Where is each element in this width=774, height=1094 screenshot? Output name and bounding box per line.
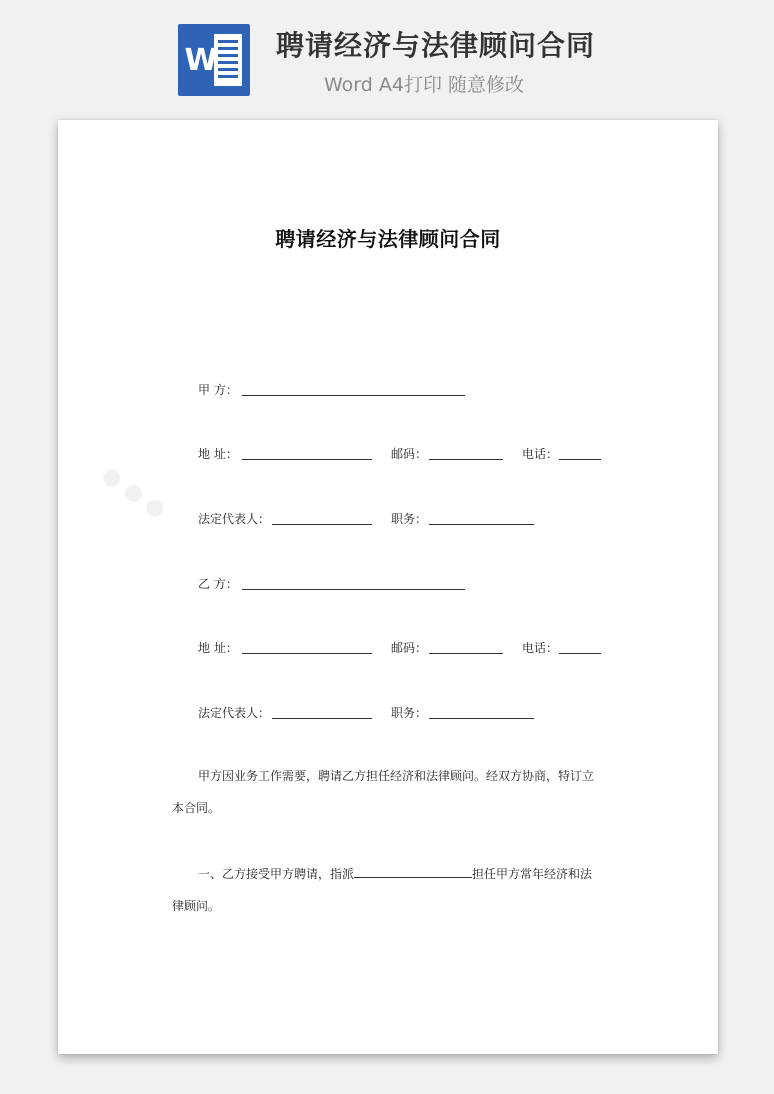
party-a-address-label: 地 址： <box>198 447 238 461</box>
word-icon-sheet <box>214 34 242 86</box>
party-b-phone-label: 电话： <box>522 641 559 655</box>
document-page <box>58 120 718 1054</box>
party-b-rep-label: 法定代表人： <box>198 706 271 720</box>
party-b-phone-blank[interactable] <box>559 653 601 654</box>
paragraph-clause-1 <box>172 858 604 922</box>
party-a-position-label: 职务： <box>391 512 428 526</box>
clause-1-suffix: 担任甲方常年经济和法律顾问。 <box>172 867 593 913</box>
party-b-position-blank[interactable] <box>429 718 534 719</box>
party-a-rep-label: 法定代表人： <box>198 512 271 526</box>
word-icon-letter: W <box>184 43 218 78</box>
word-icon <box>178 24 250 96</box>
banner-subtitle: Word A4打印 随意修改 <box>324 74 525 96</box>
party-a-rep-row <box>198 509 598 529</box>
party-b-name-row <box>198 574 578 594</box>
party-b-name-blank[interactable] <box>242 589 465 590</box>
paragraph-intro: 甲方因业务工作需要，聘请乙方担任经济和法律顾问。经双方协商，特订立本合同。 <box>172 769 595 815</box>
party-b-postcode-label: 邮码： <box>391 641 428 655</box>
clause-1-prefix: 一、乙方接受甲方聘请，指派 <box>198 867 355 881</box>
party-a-name-blank[interactable] <box>242 395 465 396</box>
watermark: ● ● ● <box>97 461 171 524</box>
party-a-name-label: 甲 方： <box>198 383 238 397</box>
party-a-address-row <box>198 444 618 464</box>
party-b-rep-blank[interactable] <box>272 718 372 719</box>
party-a-name-row <box>198 380 578 400</box>
banner <box>0 0 774 118</box>
clause-1-appointee-blank[interactable] <box>354 865 472 878</box>
party-a-phone-label: 电话： <box>522 447 559 461</box>
party-a-postcode-label: 邮码： <box>391 447 428 461</box>
party-b-name-label: 乙 方： <box>198 577 238 591</box>
banner-title: 聘请经济与法律顾问合同 <box>276 29 596 62</box>
party-a-postcode-blank[interactable] <box>429 459 503 460</box>
party-a-phone-blank[interactable] <box>559 459 601 460</box>
party-a-rep-blank[interactable] <box>272 524 372 525</box>
party-a-position-blank[interactable] <box>429 524 534 525</box>
party-b-address-blank[interactable] <box>242 653 372 654</box>
party-b-address-label: 地 址： <box>198 641 238 655</box>
party-b-position-label: 职务： <box>391 706 428 720</box>
party-b-rep-row <box>198 703 598 723</box>
party-b-address-row <box>198 638 618 658</box>
document-title: 聘请经济与法律顾问合同 <box>275 227 501 251</box>
party-a-address-blank[interactable] <box>242 459 372 460</box>
party-b-postcode-blank[interactable] <box>429 653 503 654</box>
